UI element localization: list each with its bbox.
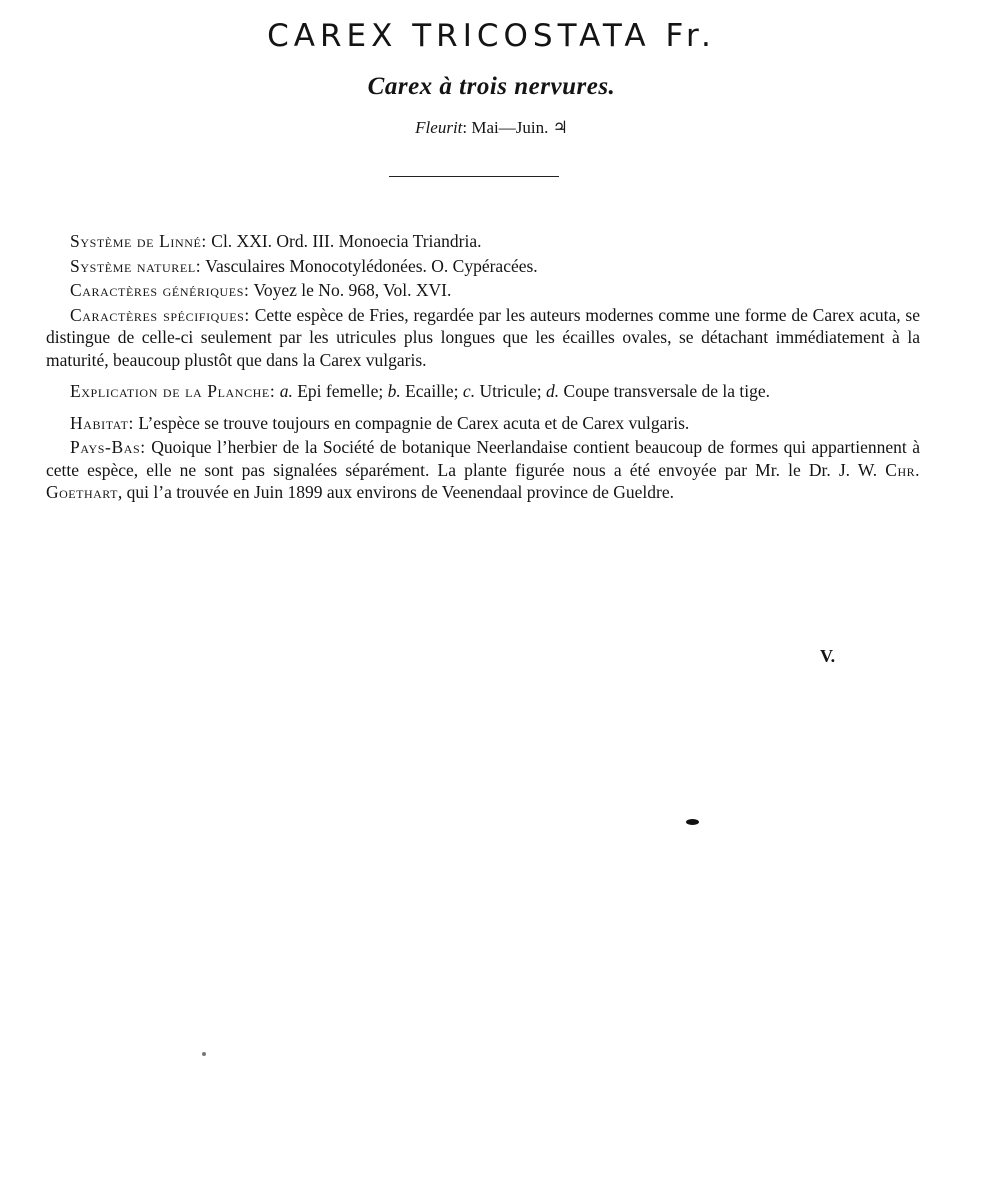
- section-habitat: [46, 412, 920, 435]
- figure-caption: Epi femelle;: [292, 381, 388, 401]
- flowering-label: Fleurit: [415, 118, 463, 137]
- section-text: Quoique l’herbier de la Société de botanique Neerlandaise contient beaucoup de formes qui appartiennent à cette espèce, elle ne sont pas signalées séparément. La plante figurée nous a été envoyée par Mr. le Dr. J. W.: [46, 437, 920, 480]
- section-text: Vasculaires Monocotylédonées. O. Cypéracées.: [201, 255, 538, 276]
- section-paysbas: [46, 436, 920, 504]
- section-text: Voyez le No. 968, Vol. XVI.: [249, 280, 452, 300]
- figure-letter: b.: [387, 381, 401, 401]
- section-text: Cl. XXI. Ord. III. Monoecia Triandria.: [206, 231, 482, 251]
- page-subtitle: Carex à trois nervures.: [367, 73, 616, 100]
- figure-caption: Utricule;: [475, 381, 547, 401]
- figure-letter: d.: [546, 381, 560, 401]
- ink-speck: [686, 819, 699, 825]
- section-heading: Explication de la Planche:: [70, 381, 276, 401]
- section-text: Cette espèce de Fries, regardée par les auteurs modernes comme une forme de Carex acuta, se distingue de celle-ci seulement par les utricules plus longues que les écailles ovales, se détachant immédiatement à la maturité, beaucoup plustôt que dans la Carex vulgaris.: [46, 304, 921, 370]
- section-text: , qui l’a trouvée en Juin 1899 aux environs de Veenendaal province de Gueldre.: [117, 482, 675, 502]
- description-body: [46, 230, 920, 513]
- page-title: CAREX TRICOSTATA Fr.: [267, 18, 716, 54]
- section-heading: Pays-Bas:: [70, 437, 146, 457]
- section-text: L’espèce se trouve toujours en compagnie de Carex acuta et de Carex vulgaris.: [134, 412, 690, 433]
- section-generiques: [46, 279, 920, 302]
- ink-speck: [202, 1052, 206, 1056]
- figure-caption: Coupe transversale de la tige.: [559, 381, 771, 401]
- author-signature: V.: [820, 646, 836, 666]
- collector-name: Chr. Goethart: [46, 459, 920, 502]
- flowering-value: : Mai—Juin. ♃: [462, 118, 568, 137]
- title-divider: [389, 176, 559, 177]
- flowering-line: [0, 118, 983, 138]
- figure-letter: a.: [279, 381, 293, 401]
- section-specifiques: [46, 304, 920, 372]
- figure-letter: c.: [462, 381, 476, 401]
- section-heading: Habitat:: [70, 412, 135, 433]
- figure-caption: Ecaille;: [400, 381, 463, 401]
- section-explication: [46, 380, 920, 403]
- section-heading: Caractères spécifiques:: [70, 304, 250, 325]
- section-heading: Système naturel:: [70, 255, 202, 276]
- section-heading: Système de Linné:: [70, 231, 207, 251]
- section-heading: Caractères génériques:: [70, 280, 250, 300]
- section-naturel: [46, 255, 920, 278]
- section-linne: [46, 230, 920, 253]
